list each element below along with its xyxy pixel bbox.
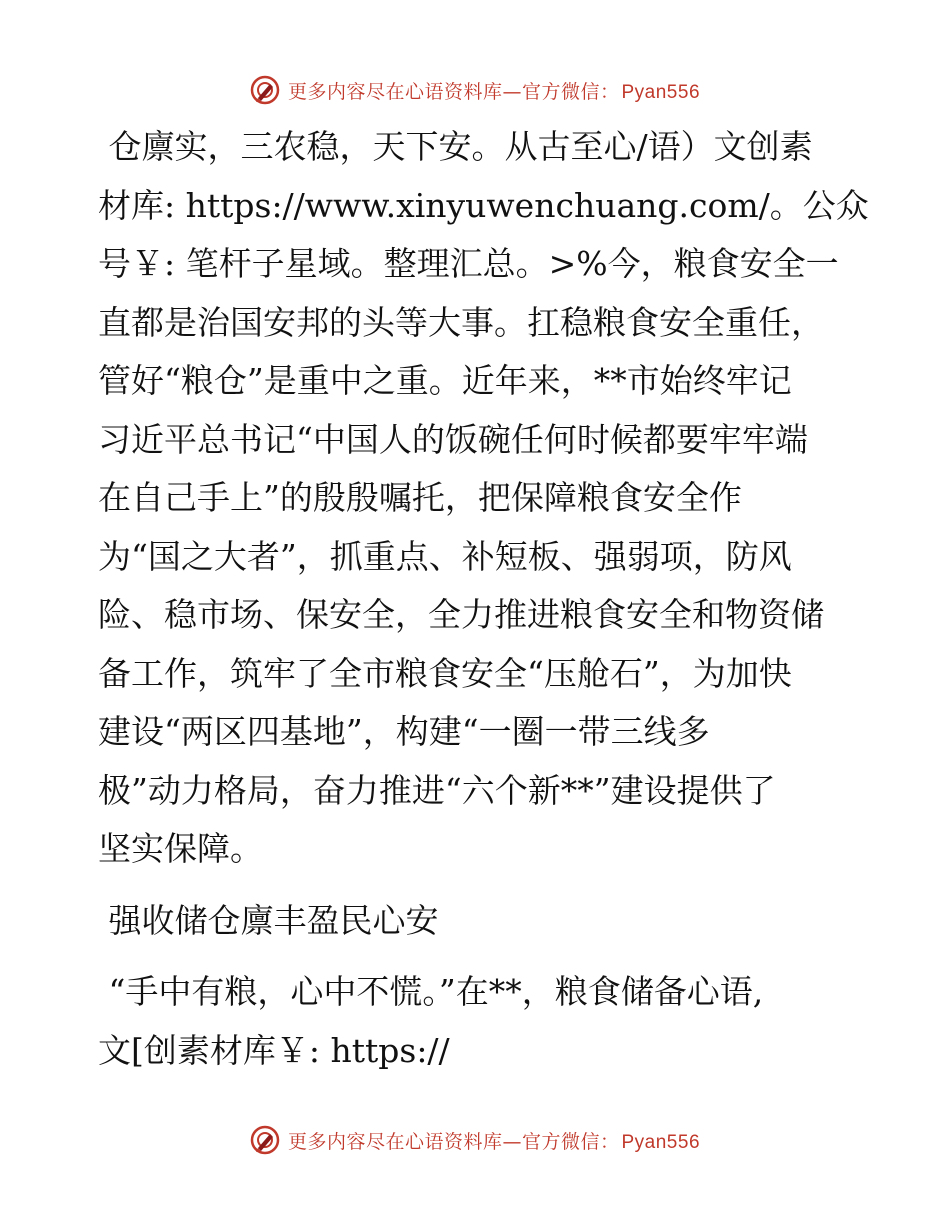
- text-line: 号￥: 笔杆子星域。整理汇总。>%今，粮食安全一: [98, 244, 839, 283]
- text-line: 坚实保障。: [98, 829, 263, 868]
- logo-pen-icon: [250, 1125, 280, 1155]
- text-line: 管好“粮仓”是重中之重。近年来，**市始终牢记: [98, 361, 792, 400]
- text-line: 险、稳市场、保安全，全力推进粮食安全和物资储: [98, 595, 824, 634]
- document-body: [98, 118, 869, 1080]
- text-line: 文[创素材库￥: https://: [98, 1030, 450, 1070]
- text-line: 习近平总书记“中国人的饭碗任何时候都要牢牢端: [98, 419, 808, 459]
- text-line: 在自己手上”的殷殷嘱托，把保障粮食安全作: [98, 478, 742, 517]
- text-line: “手中有粮，心中不慌。”在**，粮食储备心语,: [98, 972, 764, 1011]
- text-line: 仓廪实，三农稳，天下安。从古至心/语）文创素: [98, 127, 813, 166]
- footer-banner: [0, 1120, 950, 1160]
- logo-pen-icon: [250, 75, 280, 105]
- text-line: 直都是治国安邦的头等大事。扛稳粮食安全重任，: [98, 302, 824, 342]
- banner-text: 更多内容尽在心语资料库—官方微信： Pyan556: [287, 1130, 701, 1153]
- paragraph-1: [98, 118, 869, 879]
- banner-text: 更多内容尽在心语资料库—官方微信： Pyan556: [287, 80, 701, 103]
- paragraph-2: [98, 963, 858, 1080]
- text-line: 建设“两区四基地”，构建“一圈一带三线多: [98, 712, 710, 751]
- text-line: 备工作，筑牢了全市粮食安全“压舱石”，为加快: [98, 653, 792, 693]
- text-line: 极”动力格局，奋力推进“六个新**”建设提供了: [98, 770, 776, 810]
- section-heading: 强收储仓廪丰盈民心安: [98, 900, 439, 940]
- text-line: 材库: https://www.xinyuwenchuang.com/。公众: [98, 185, 869, 225]
- header-banner: [0, 70, 950, 110]
- text-line: 为“国之大者”，抓重点、补短板、强弱项，防风: [98, 536, 792, 576]
